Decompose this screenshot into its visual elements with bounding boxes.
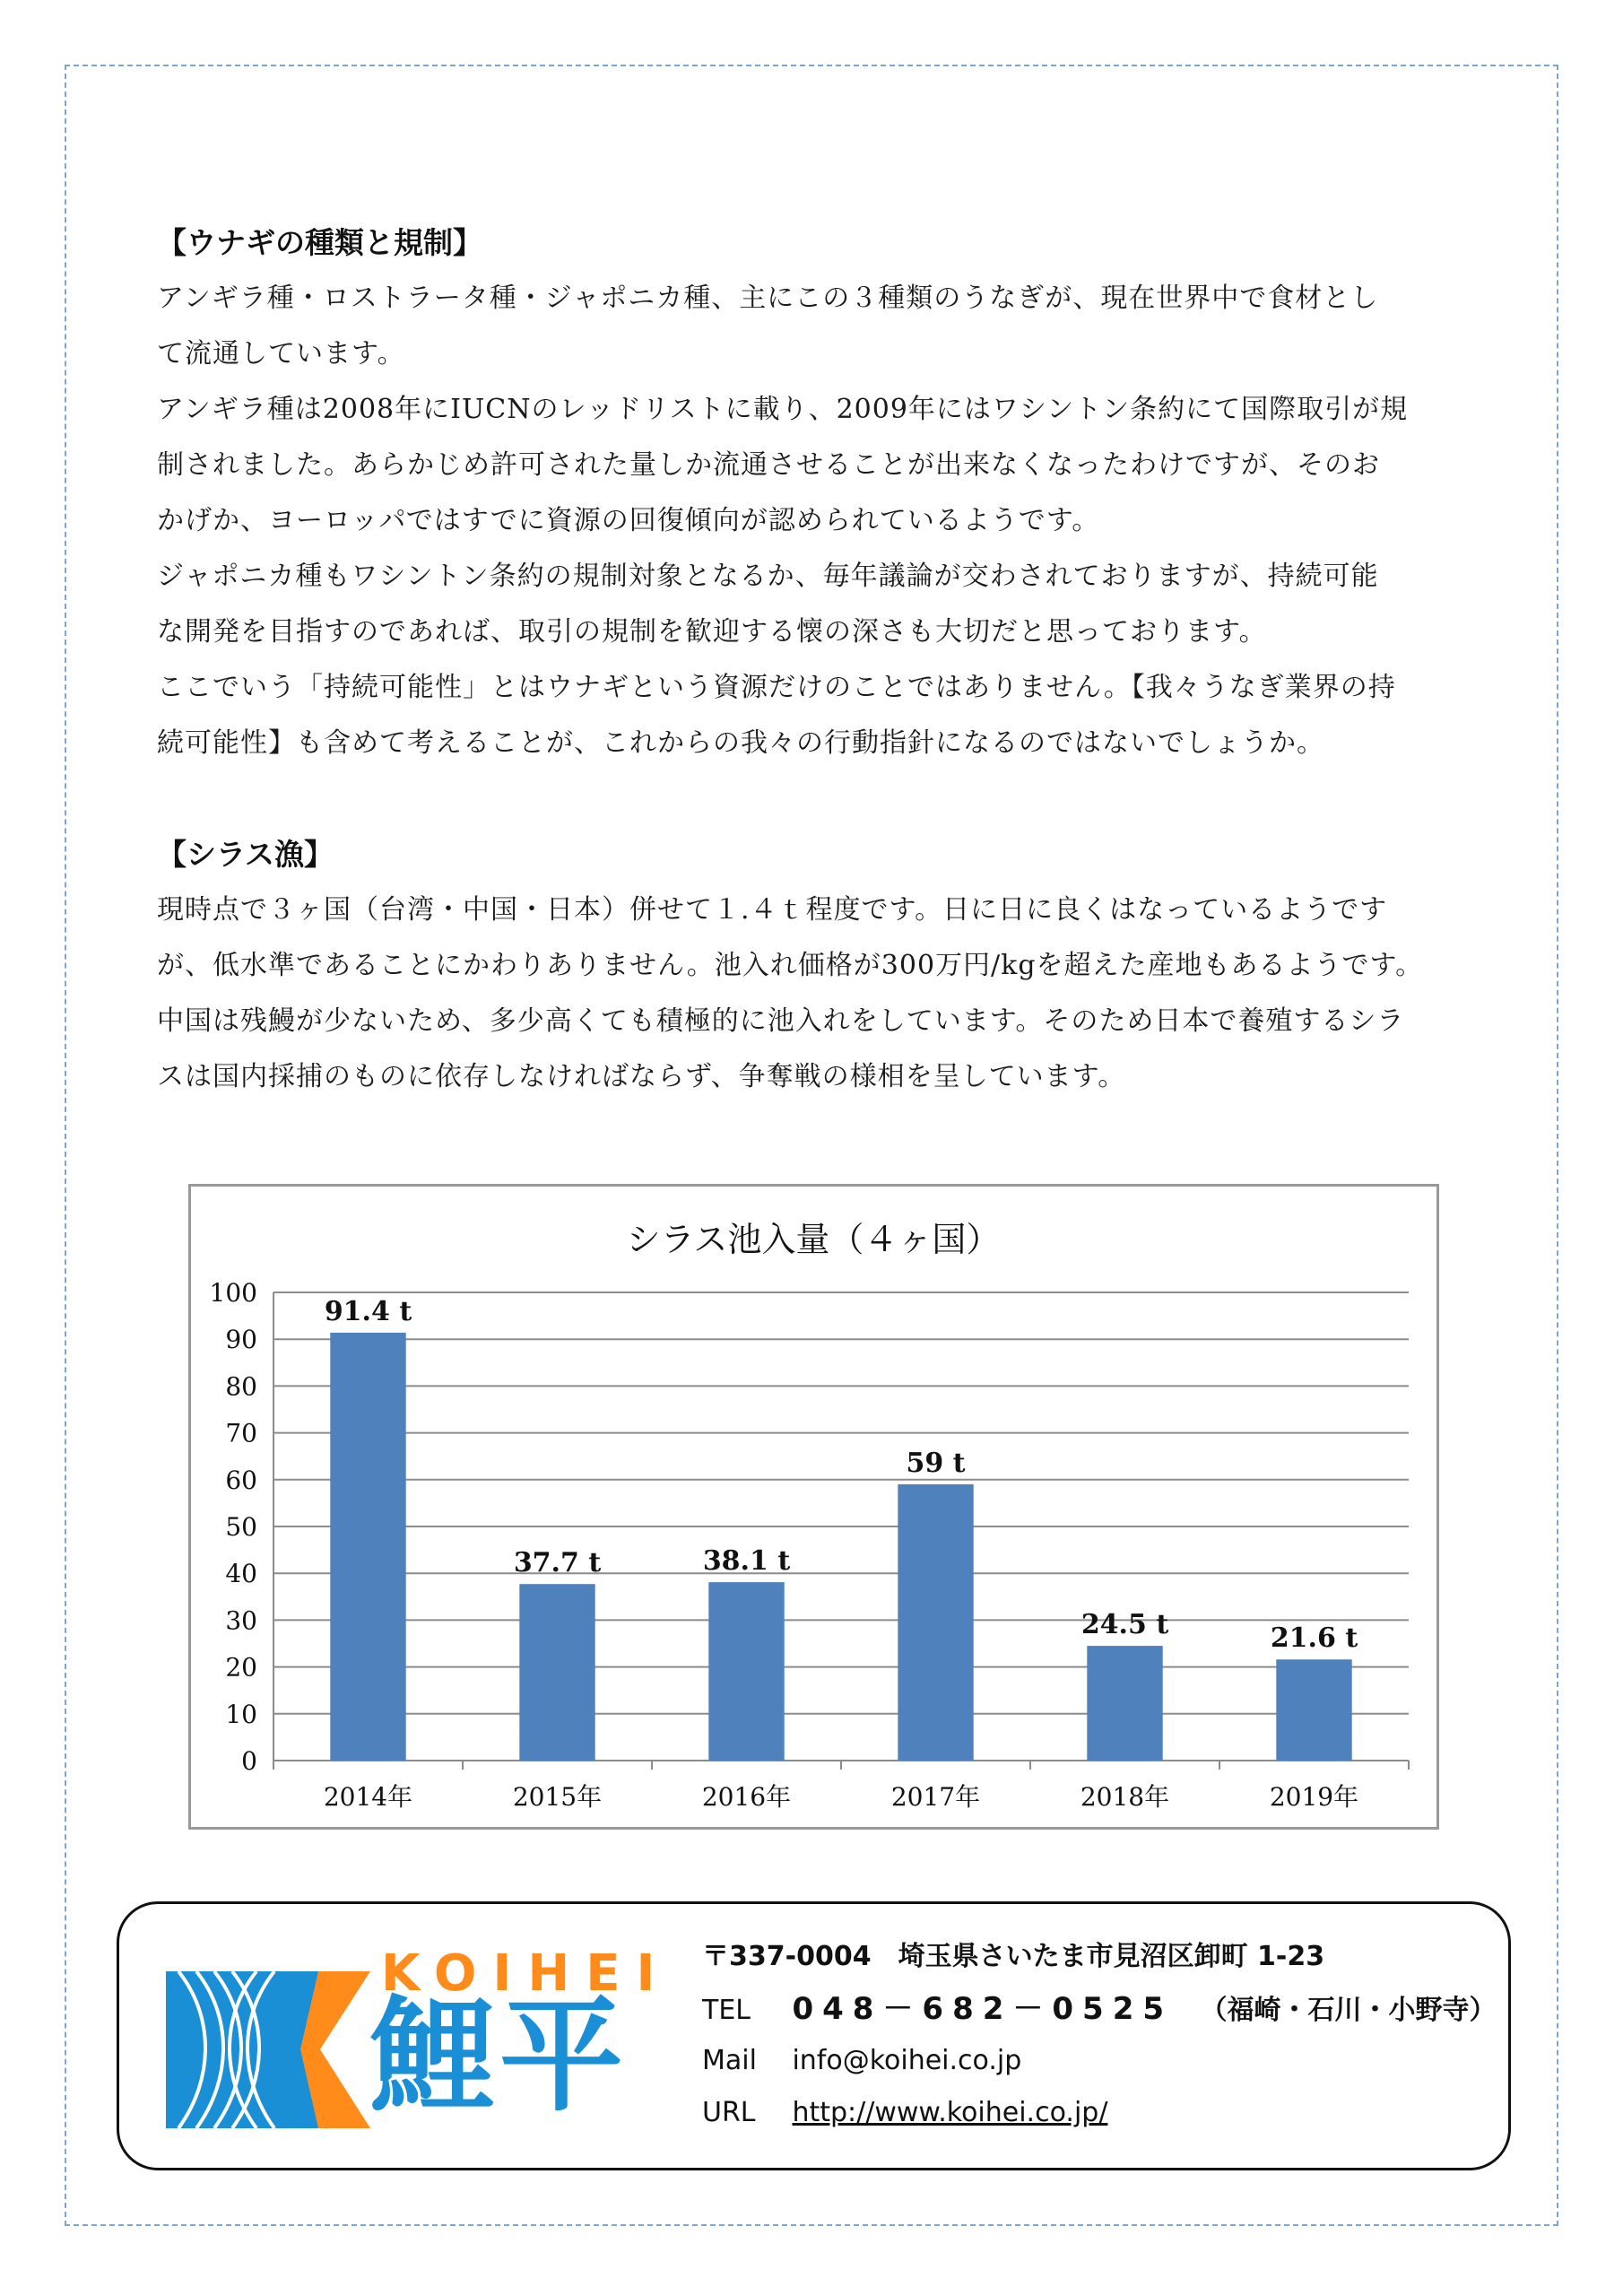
data-label: 21.6 t — [1270, 1622, 1358, 1655]
section-heading-eel-types: 【ウナギの種類と規制】 — [157, 225, 482, 260]
logo-wordmark: KOIHEI — [381, 1944, 672, 2003]
paragraph-line: 制されました。あらかじめ許可された量しか流通させることが出来なくなったわけですが、そのお — [157, 449, 1380, 481]
y-tick-label: 40 — [225, 1559, 257, 1589]
x-tick-label: 2015年 — [512, 1782, 603, 1812]
data-label: 59 t — [906, 1448, 966, 1480]
paragraph-line: アンギラ種は2008年にIUCNのレッドリストに載り、2009年にはワシントン条約にて国際取引が規 — [157, 394, 1409, 425]
y-tick-label: 10 — [225, 1699, 257, 1729]
y-tick-label: 20 — [225, 1652, 257, 1683]
chart-canvas — [191, 1187, 1436, 1827]
x-tick-label: 2019年 — [1269, 1782, 1359, 1812]
section-heading-glass-eel-fishing: 【シラス漁】 — [157, 837, 334, 872]
y-tick-label: 0 — [241, 1746, 257, 1776]
tel-row — [702, 1983, 1497, 2035]
paragraph-line: て流通しています。 — [157, 338, 405, 370]
x-tick-label: 2018年 — [1080, 1782, 1170, 1812]
section-body-eel-types — [157, 271, 1502, 771]
mail-row — [702, 2035, 1491, 2087]
paragraph-line: が、低水準であることにかわりありません。池入れ価格が300万円/kgを超えた産地もあるようです。 — [157, 950, 1424, 981]
tel-note: （福崎・石川・小野寺） — [1200, 1995, 1497, 2026]
bar — [330, 1333, 405, 1761]
article-body — [157, 215, 1502, 1105]
mail-label: Mail — [702, 2045, 757, 2076]
data-label: 24.5 t — [1081, 1609, 1169, 1641]
paragraph-line: スは国内採捕のものに依存しなければならず、争奪戦の様相を呈しています。 — [157, 1061, 1126, 1092]
bar — [519, 1584, 595, 1761]
data-label: 38.1 t — [702, 1545, 791, 1578]
y-tick-label: 30 — [225, 1605, 257, 1636]
y-tick-label: 100 — [209, 1278, 257, 1308]
x-tick-label: 2016年 — [701, 1782, 792, 1812]
bar-chart — [188, 1184, 1439, 1830]
company-logo — [166, 1944, 672, 2133]
y-tick-label: 60 — [225, 1465, 257, 1495]
paragraph-line: 続可能性】も含めて考えることが、これからの我々の行動指針になるのではないでしょうか。 — [157, 727, 1324, 759]
y-tick-label: 70 — [225, 1418, 257, 1448]
address: 〒337-0004 埼玉県さいたま市見沼区卸町 1-23 — [702, 1941, 1325, 1972]
paragraph-line: な開発を目指すのであれば、取引の規制を歓迎する懐の深さも大切だと思っております。 — [157, 616, 1267, 648]
mail-address[interactable]: info@koihei.co.jp — [792, 2045, 1022, 2076]
y-tick-label: 90 — [225, 1325, 257, 1355]
bar — [708, 1582, 784, 1761]
bar — [898, 1484, 973, 1761]
company-footer — [117, 1901, 1511, 2170]
bar — [1276, 1659, 1351, 1761]
y-tick-label: 80 — [225, 1371, 257, 1402]
paragraph-line: アンギラ種・ロストラータ種・ジャポニカ種、主にこの３種類のうなぎが、現在世界中で食材とし — [157, 283, 1379, 314]
section-body-glass-eel-fishing — [157, 883, 1502, 1105]
x-tick-label: 2014年 — [323, 1782, 413, 1812]
website-link[interactable]: http://www.koihei.co.jp/ — [792, 2097, 1108, 2128]
paragraph-line: かげか、ヨーロッパではすでに資源の回復傾向が認められているようです。 — [157, 505, 1100, 536]
contact-info — [702, 1931, 1497, 2139]
url-row — [702, 2087, 1491, 2139]
y-tick-label: 50 — [225, 1512, 257, 1542]
paragraph-line: ジャポニカ種もワシントン条約の規制対象となるか、毎年議論が交わされておりますが、持続可能 — [157, 561, 1379, 592]
data-label: 91.4 t — [324, 1295, 412, 1327]
paragraph-line: ここでいう「持続可能性」とはウナギという資源だけのことではありません。【我々うなぎ業界の持 — [157, 672, 1396, 703]
data-label: 37.7 t — [513, 1547, 602, 1579]
paragraph-line: 現時点で３ヶ国（台湾・中国・日本）併せて１.４ｔ程度です。日に日に良くはなっているようです — [157, 894, 1388, 926]
x-tick-label: 2017年 — [890, 1782, 981, 1812]
tel-number[interactable]: 048－682－0525 — [792, 1991, 1174, 2027]
bar — [1087, 1646, 1162, 1761]
paragraph-line: 中国は残鰻が少ないため、多少高くても積極的に池入れをしています。そのため日本で養殖するシラ — [157, 1005, 1405, 1037]
chart-title: シラス池入量（４ヶ国） — [626, 1220, 1001, 1259]
koihei-logo-mark-icon — [166, 1944, 370, 2133]
tel-label: TEL — [702, 1995, 751, 2026]
logo-kanji: 鯉平 — [370, 1984, 629, 2128]
url-label: URL — [702, 2097, 756, 2128]
